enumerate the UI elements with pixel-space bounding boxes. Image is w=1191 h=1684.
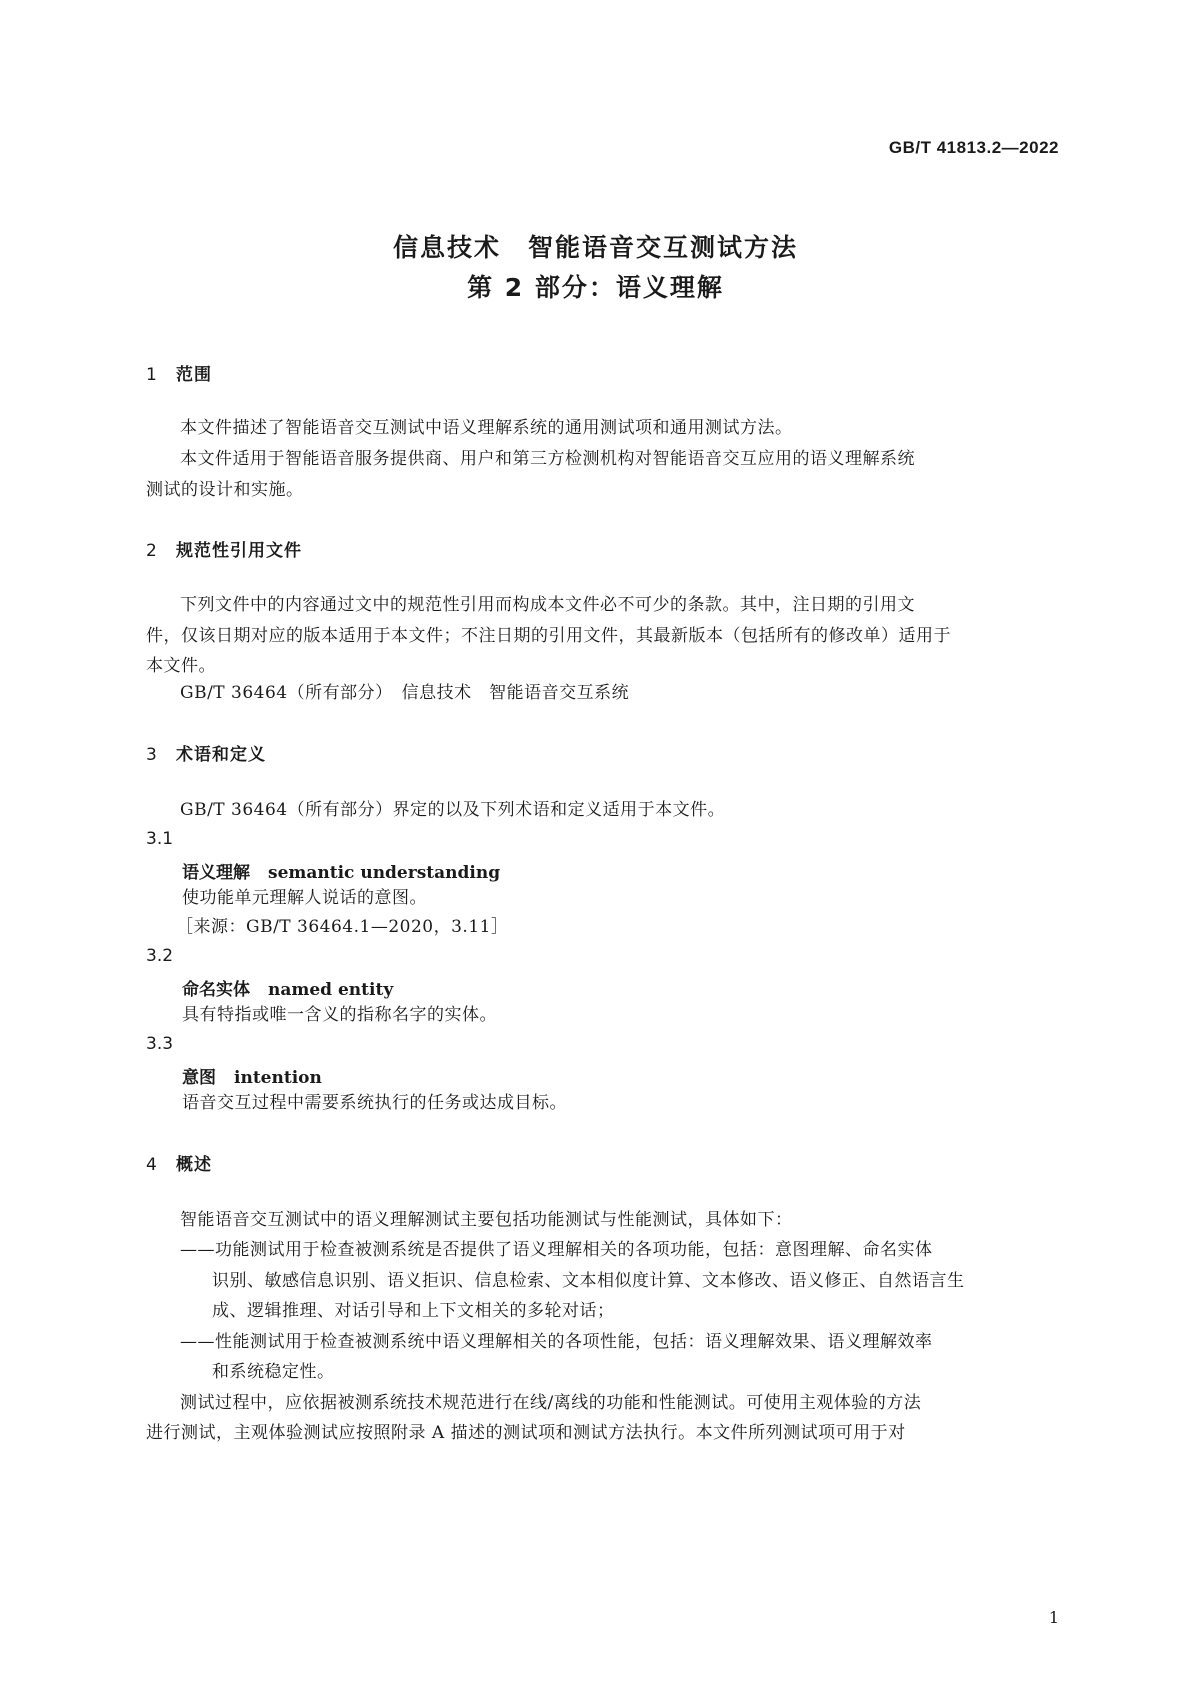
section-number: 1	[146, 365, 158, 385]
paragraph-continuation: 进行测试，主观体验测试应按照附录 A 描述的测试项和测试方法执行。本文件所列测试项可用于对	[146, 1423, 906, 1443]
section-1-heading	[146, 360, 212, 385]
term-source: ［来源：GB/T 36464.1—2020，3.11］	[176, 917, 509, 937]
section-number: 2	[146, 541, 158, 561]
list-item: ——功能测试用于检查被测系统是否提供了语义理解相关的各项功能，包括：意图理解、命名实体	[180, 1240, 933, 1260]
paragraph-continuation: 件，仅该日期对应的版本适用于本文件；不注日期的引用文件，其最新版本（包括所有的修改单）适用于	[146, 626, 951, 646]
section-title: 规范性引用文件	[176, 541, 302, 561]
term-definition: 使功能单元理解人说话的意图。	[182, 888, 427, 908]
term-number: 3.3	[146, 1034, 174, 1054]
paragraph: 智能语音交互测试中的语义理解测试主要包括功能测试与性能测试，具体如下：	[180, 1210, 793, 1230]
list-item: ——性能测试用于检查被测系统中语义理解相关的各项性能，包括：语义理解效果、语义理解效率	[180, 1332, 933, 1352]
list-item-continuation: 成、逻辑推理、对话引导和上下文相关的多轮对话；	[212, 1301, 615, 1321]
term-zh: 命名实体	[182, 980, 250, 1000]
section-2-heading	[146, 536, 302, 561]
standard-number: GB/T 41813.2—2022	[888, 138, 1059, 157]
paragraph: GB/T 36464（所有部分）界定的以及下列术语和定义适用于本文件。	[180, 800, 726, 820]
document-title-line2: 第 2 部分：语义理解	[467, 273, 724, 302]
paragraph: 下列文件中的内容通过文中的规范性引用而构成本文件必不可少的条款。其中，注日期的引用文	[180, 595, 915, 615]
page-number: 1	[1048, 1608, 1059, 1627]
section-title: 术语和定义	[176, 745, 266, 765]
section-title: 概述	[176, 1155, 212, 1175]
term-heading	[182, 1063, 322, 1088]
term-zh: 语义理解	[182, 863, 250, 883]
paragraph-continuation: 本文件。	[146, 656, 216, 676]
normative-reference: GB/T 36464（所有部分） 信息技术 智能语音交互系统	[180, 683, 630, 703]
term-en: intention	[234, 1068, 322, 1088]
term-heading	[182, 975, 393, 1000]
term-number: 3.1	[146, 829, 174, 849]
paragraph-continuation: 测试的设计和实施。	[146, 480, 304, 500]
term-en: semantic understanding	[268, 863, 501, 883]
section-4-heading	[146, 1150, 212, 1175]
document-title-line1: 信息技术 智能语音交互测试方法	[392, 233, 798, 262]
paragraph: 测试过程中，应依据被测系统技术规范进行在线/离线的功能和性能测试。可使用主观体验的方法	[180, 1393, 922, 1413]
section-number: 4	[146, 1155, 158, 1175]
list-item-continuation: 识别、敏感信息识别、语义拒识、信息检索、文本相似度计算、文本修改、语义修正、自然语言生	[212, 1271, 965, 1291]
list-item-continuation: 和系统稳定性。	[212, 1362, 335, 1382]
paragraph: 本文件适用于智能语音服务提供商、用户和第三方检测机构对智能语音交互应用的语义理解系统	[180, 449, 915, 469]
section-number: 3	[146, 745, 158, 765]
paragraph: 本文件描述了智能语音交互测试中语义理解系统的通用测试项和通用测试方法。	[180, 418, 793, 438]
term-en: named entity	[268, 980, 394, 1000]
term-heading	[182, 858, 500, 883]
term-zh: 意图	[182, 1068, 216, 1088]
term-number: 3.2	[146, 946, 174, 966]
term-definition: 语音交互过程中需要系统执行的任务或达成目标。	[182, 1093, 567, 1113]
section-3-heading	[146, 740, 266, 765]
term-definition: 具有特指或唯一含义的指称名字的实体。	[182, 1005, 497, 1025]
section-title: 范围	[176, 365, 212, 385]
